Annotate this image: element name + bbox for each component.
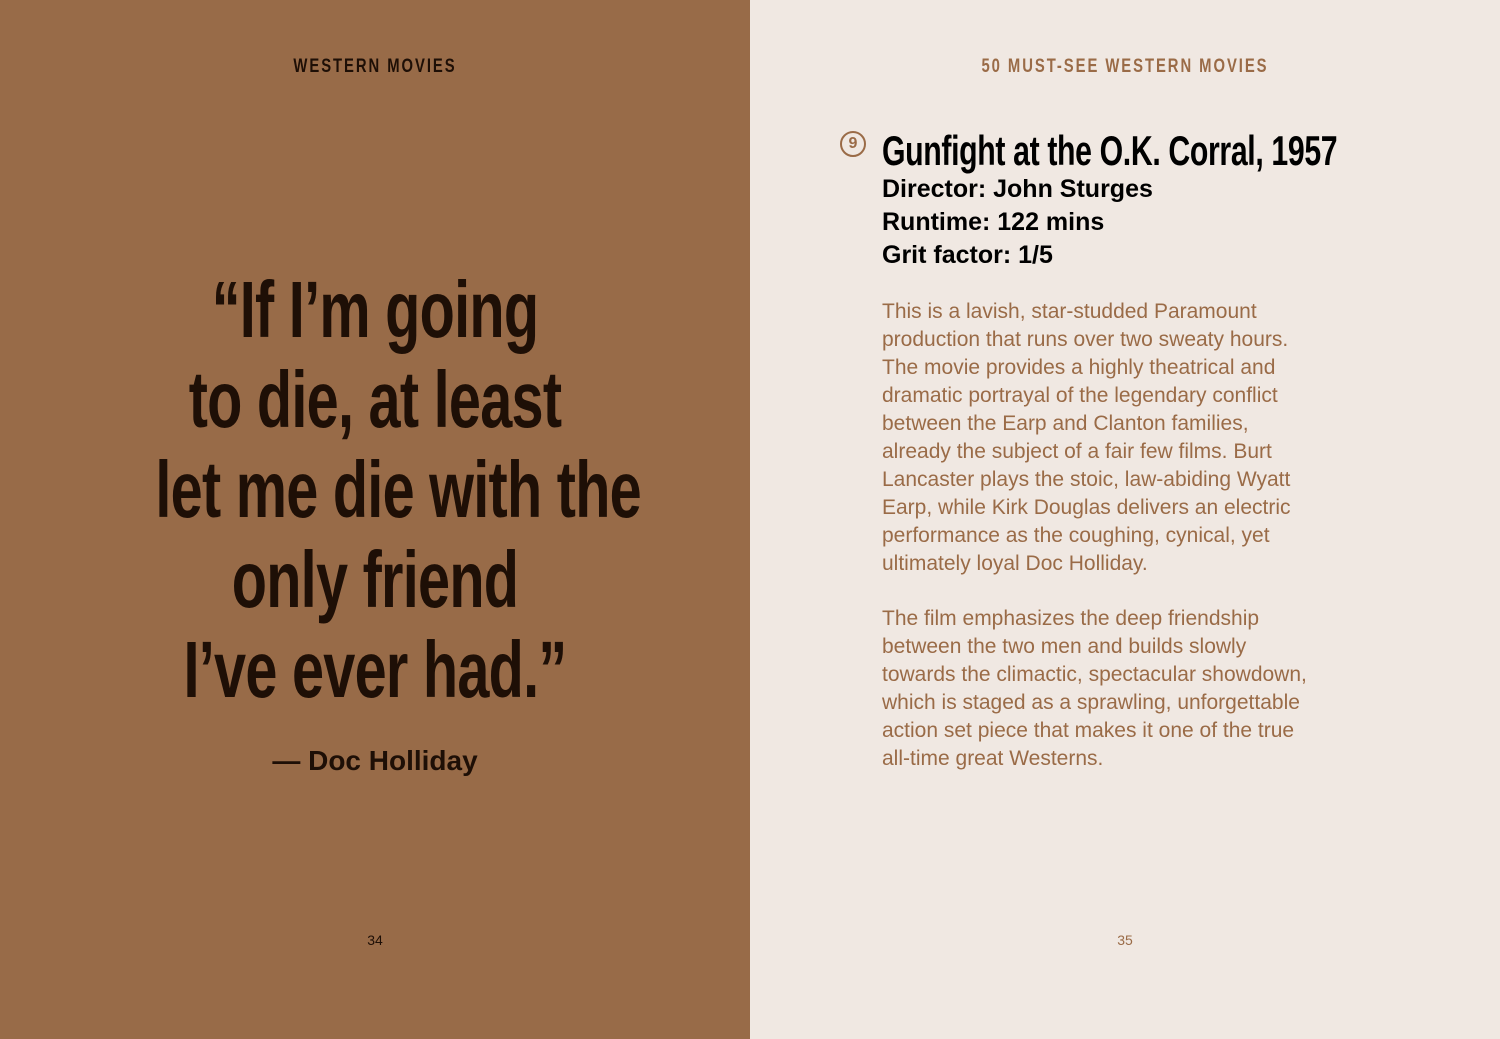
quote-line: to die, at least [188, 355, 562, 444]
text-line: Earp, while Kirk Douglas delivers an electric [882, 496, 1291, 519]
movie-meta [882, 173, 1153, 272]
quote-line: I’ve ever had.” [183, 625, 567, 714]
text-line: all-time great Westerns. [882, 747, 1104, 770]
text-line: between the Earp and Clanton families, [882, 412, 1249, 435]
text-line: dramatic portrayal of the legendary conflict [882, 384, 1278, 407]
left-page-number: 34 [367, 932, 383, 948]
quote-line: “If I’m going [211, 265, 539, 354]
text-line: which is staged as a sprawling, unforgettable [882, 691, 1300, 714]
left-running-head: WESTERN MOVIES [293, 56, 457, 77]
entry-number-badge: 9 [840, 131, 866, 157]
pull-quote [70, 265, 680, 715]
text-line: The film emphasizes the deep friendship [882, 607, 1260, 630]
text-line: The movie provides a highly theatrical and [882, 356, 1276, 379]
review-paragraph-1 [882, 298, 1382, 578]
right-page-number: 35 [1117, 932, 1133, 948]
text-line: ultimately loyal Doc Holliday. [882, 552, 1148, 575]
text-line: towards the climactic, spectacular showdown, [882, 663, 1307, 686]
quote-line: only friend [231, 535, 519, 624]
quote-line: let me die with the [155, 445, 641, 534]
movie-title: Gunfight at the O.K. Corral, 1957 [882, 127, 1338, 174]
quote-attribution: — Doc Holliday [272, 745, 478, 776]
text-line: already the subject of a fair few films. Burt [882, 440, 1272, 463]
text-line: action set piece that makes it one of the true [882, 719, 1295, 742]
grit-factor-line: Grit factor: 1/5 [882, 241, 1053, 269]
text-line: Lancaster plays the stoic, law-abiding Wyatt [882, 468, 1291, 491]
text-line: This is a lavish, star-studded Paramount [882, 300, 1257, 323]
director-line: Director: John Sturges [882, 175, 1153, 203]
text-line: production that runs over two sweaty hours. [882, 328, 1289, 351]
review-paragraph-2 [882, 605, 1382, 773]
right-running-head: 50 MUST-SEE WESTERN MOVIES [981, 56, 1269, 77]
runtime-line: Runtime: 122 mins [882, 208, 1105, 236]
text-line: between the two men and builds slowly [882, 635, 1247, 658]
text-line: performance as the coughing, cynical, yet [882, 524, 1270, 547]
